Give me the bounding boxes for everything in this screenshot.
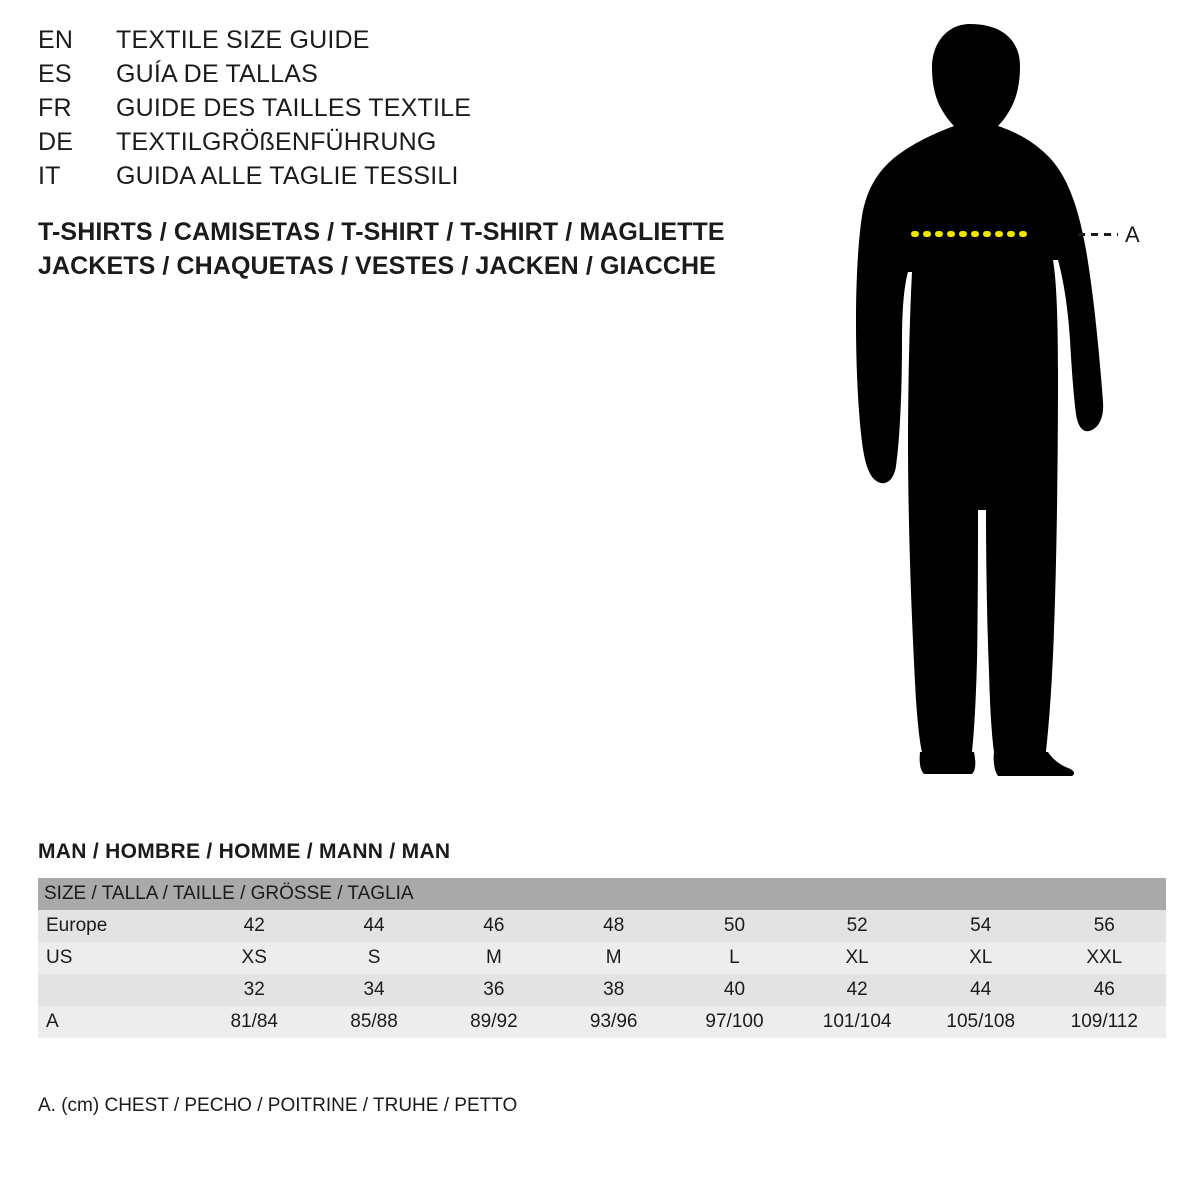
table-cell: 42 [243, 915, 265, 936]
table-cell: XS [241, 947, 267, 968]
language-code: DE [38, 128, 74, 156]
table-cell: M [485, 947, 502, 968]
language-title: GUIDE DES TAILLES TEXTILE [116, 94, 472, 122]
language-title: TEXTILGRÖßENFÜHRUNG [116, 128, 437, 156]
row-label [38, 974, 194, 1006]
row-label: A [46, 1011, 59, 1032]
table-cell: XL [845, 947, 869, 968]
table-row [38, 1006, 1166, 1038]
table-cell: 44 [970, 979, 992, 1000]
male-silhouette-icon [820, 10, 1180, 800]
table-cell: M [605, 947, 622, 968]
size-table [38, 878, 1166, 1038]
table-cell: 105/108 [946, 1011, 1016, 1032]
language-row [38, 128, 758, 162]
callout-dash-line [1078, 233, 1118, 236]
table-header-label: SIZE / TALLA / TAILLE / GRÖSSE / TAGLIA [44, 883, 414, 904]
garment-line-jackets: JACKETS / CHAQUETAS / VESTES / JACKEN / GIACCHE [38, 252, 716, 280]
language-row [38, 162, 758, 196]
language-row [38, 94, 758, 128]
table-cell: XL [969, 947, 993, 968]
language-code: ES [38, 60, 72, 88]
language-row [38, 26, 758, 60]
table-cell: 85/88 [350, 1011, 398, 1032]
table-cell: 46 [483, 915, 505, 936]
table-cell: 44 [363, 915, 385, 936]
table-cell: 93/96 [589, 1011, 638, 1032]
table-cell: 34 [363, 979, 385, 1000]
table-cell: 101/104 [822, 1011, 892, 1032]
table-cell: 48 [603, 915, 625, 936]
table-cell: 54 [970, 915, 992, 936]
row-label: US [46, 947, 73, 968]
language-title: GUIDA ALLE TAGLIE TESSILI [116, 162, 459, 190]
table-header-row [38, 878, 1166, 910]
table-row [38, 910, 1166, 942]
language-title: TEXTILE SIZE GUIDE [116, 26, 370, 54]
table-cell: 40 [723, 979, 746, 1000]
body-silhouette-figure [820, 10, 1180, 800]
garment-line-tshirts: T-SHIRTS / CAMISETAS / T-SHIRT / T-SHIRT / MAGLIETTE [38, 218, 725, 246]
table-cell: 89/92 [470, 1011, 518, 1032]
table-cell: 50 [723, 915, 746, 936]
language-title: GUÍA DE TALLAS [116, 60, 318, 88]
garment-category-block [38, 215, 725, 283]
table-cell: 42 [846, 979, 868, 1000]
table-cell: 46 [1093, 979, 1115, 1000]
table-cell: 81/84 [230, 1011, 278, 1032]
table-row [38, 942, 1166, 974]
table-cell: XXL [1086, 947, 1123, 968]
language-title-list [38, 26, 758, 196]
size-table-section [38, 840, 1166, 1038]
table-cell: 97/100 [705, 1011, 764, 1032]
measurement-footnote: A. (cm) CHEST / PECHO / POITRINE / TRUHE / PETTO [38, 1095, 518, 1116]
callout-label-a: A [1125, 222, 1140, 247]
table-cell: L [729, 947, 740, 968]
table-section-title: MAN / HOMBRE / HOMME / MANN / MAN [38, 840, 451, 863]
table-cell: 36 [483, 979, 505, 1000]
table-row [38, 974, 1166, 1006]
language-code: EN [38, 26, 74, 54]
table-cell: 52 [846, 915, 868, 936]
row-label: Europe [46, 915, 108, 936]
language-code: FR [38, 94, 72, 122]
table-cell: 38 [603, 979, 625, 1000]
table-cell: S [367, 947, 381, 968]
table-cell: 109/112 [1070, 1011, 1138, 1032]
table-cell: 32 [243, 979, 265, 1000]
table-cell: 56 [1093, 915, 1115, 936]
language-row [38, 60, 758, 94]
language-code: IT [38, 162, 61, 190]
